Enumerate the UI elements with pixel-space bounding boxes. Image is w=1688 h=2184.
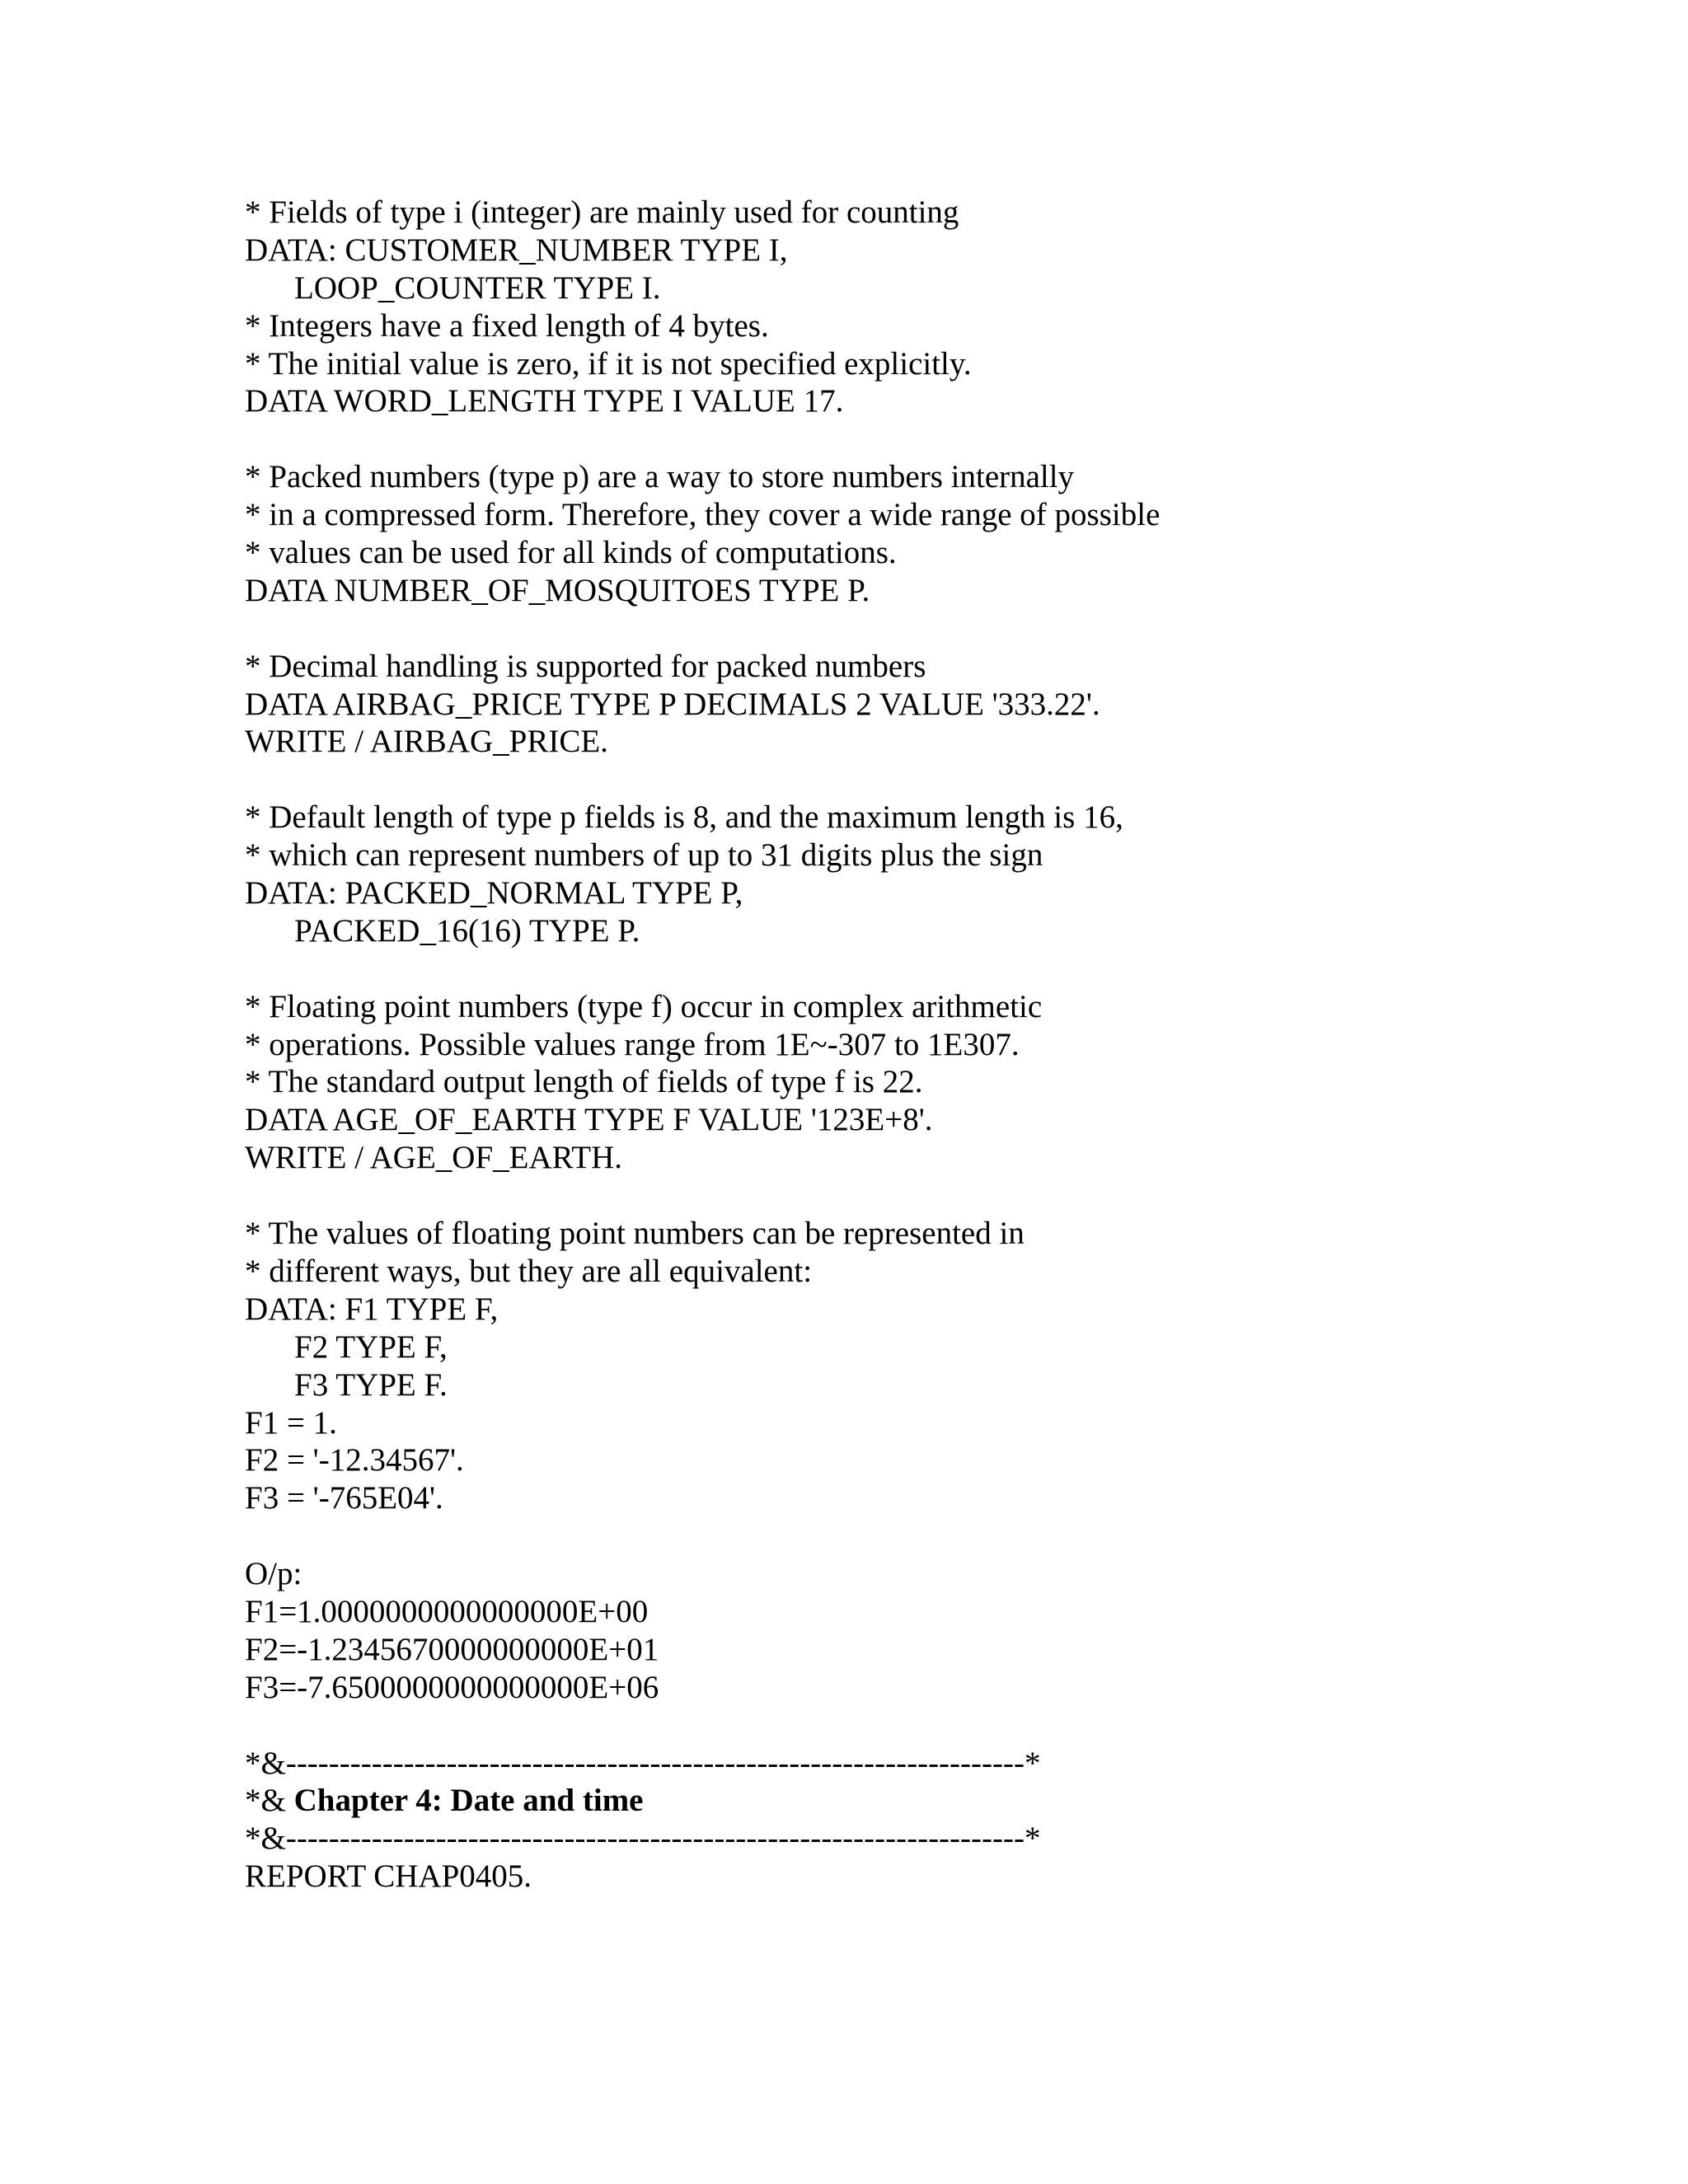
output-line: F3=-7.6500000000000000E+06 — [245, 1669, 659, 1705]
comment-line: * Fields of type i (integer) are mainly used for counting — [245, 194, 959, 230]
output-line: F2=-1.2345670000000000E+01 — [245, 1631, 659, 1667]
blank-line — [245, 1177, 1580, 1215]
code-line: PACKED_16(16) TYPE P. — [294, 912, 640, 949]
blank-line — [245, 1707, 1580, 1745]
comment-line: * Floating point numbers (type f) occur in complex arithmetic — [245, 988, 1043, 1024]
code-line: DATA: CUSTOMER_NUMBER TYPE I, — [245, 232, 788, 268]
chapter-heading-line — [245, 1782, 1580, 1820]
blank-line — [245, 1517, 1580, 1555]
chapter-prefix: *& — [245, 1783, 294, 1819]
code-line: DATA AGE_OF_EARTH TYPE F VALUE '123E+8'. — [245, 1102, 933, 1138]
code-line: DATA NUMBER_OF_MOSQUITOES TYPE P. — [245, 572, 870, 608]
output-label: O/p: — [245, 1556, 302, 1592]
blank-line — [245, 610, 1580, 648]
code-line: F2 TYPE F, — [294, 1329, 448, 1365]
comment-line: * operations. Possible values range from 1E~-307 to 1E307. — [245, 1026, 1020, 1062]
separator-line: *&---------------------------------------------------------------------* — [245, 1821, 1041, 1857]
comment-line: * Default length of type p fields is 8, and the maximum length is 16, — [245, 799, 1123, 836]
comment-line: * different ways, but they are all equivalent: — [245, 1253, 813, 1289]
code-line: F3 = '-765E04'. — [245, 1480, 443, 1516]
comment-line: * in a compressed form. Therefore, they cover a wide range of possible — [245, 497, 1160, 533]
code-line: DATA AIRBAG_PRICE TYPE P DECIMALS 2 VALUE '333.22'. — [245, 686, 1100, 722]
blank-line — [245, 761, 1580, 799]
code-line: F3 TYPE F. — [294, 1366, 448, 1403]
comment-line: * The initial value is zero, if it is not specified explicitly. — [245, 345, 972, 382]
code-line: F2 = '-12.34567'. — [245, 1442, 464, 1479]
comment-line: * Decimal handling is supported for packed numbers — [245, 648, 926, 684]
chapter-title: Chapter 4: Date and time — [293, 1783, 644, 1819]
blank-line — [245, 420, 1580, 458]
code-line: F1 = 1. — [245, 1404, 337, 1441]
code-line: WRITE / AGE_OF_EARTH. — [245, 1140, 623, 1176]
comment-line: * values can be used for all kinds of computations. — [245, 535, 897, 571]
code-line: DATA: PACKED_NORMAL TYPE P, — [245, 875, 743, 912]
separator-line: *&---------------------------------------------------------------------* — [245, 1745, 1041, 1781]
output-line: F1=1.0000000000000000E+00 — [245, 1593, 649, 1629]
comment-line: * The values of floating point numbers can be represented in — [245, 1216, 1025, 1252]
comment-line: * which can represent numbers of up to 31 digits plus the sign — [245, 837, 1043, 874]
code-line: DATA: F1 TYPE F, — [245, 1291, 499, 1327]
code-line: REPORT CHAP0405. — [245, 1858, 532, 1895]
comment-line: * Integers have a fixed length of 4 bytes. — [245, 307, 769, 344]
comment-line: * Packed numbers (type p) are a way to store numbers internally — [245, 459, 1075, 495]
code-line: DATA WORD_LENGTH TYPE I VALUE 17. — [245, 383, 844, 419]
comment-line: * The standard output length of fields of type f is 22. — [245, 1064, 923, 1100]
document-body — [245, 194, 1580, 1896]
code-line: WRITE / AIRBAG_PRICE. — [245, 724, 608, 760]
blank-line — [245, 950, 1580, 988]
code-line: LOOP_COUNTER TYPE I. — [294, 269, 661, 306]
